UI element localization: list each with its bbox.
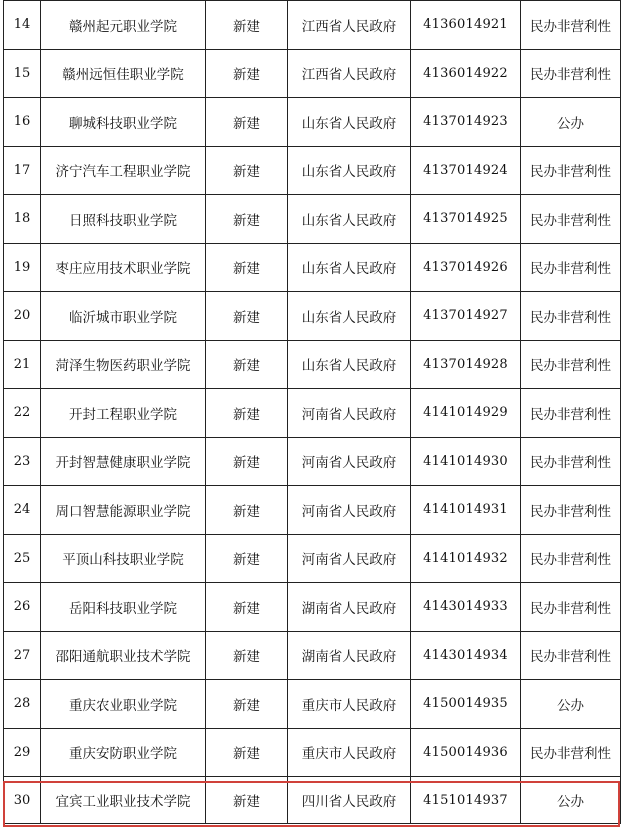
table-row	[4, 486, 621, 535]
institution-code: 4150014935	[411, 680, 521, 729]
institution-code: 4143014933	[411, 583, 521, 632]
authority-name: 重庆市人民政府	[288, 728, 411, 777]
institution-nature: 民办非营利性	[521, 631, 621, 680]
establishment-type: 新建	[206, 583, 288, 632]
institution-nature: 民办非营利性	[521, 583, 621, 632]
institution-table	[3, 0, 621, 824]
authority-name: 江西省人民政府	[288, 49, 411, 98]
authority-name: 山东省人民政府	[288, 243, 411, 292]
authority-name: 山东省人民政府	[288, 146, 411, 195]
establishment-type: 新建	[206, 340, 288, 389]
table-row	[4, 292, 621, 341]
authority-name: 重庆市人民政府	[288, 680, 411, 729]
institution-name: 开封智慧健康职业学院	[41, 437, 206, 486]
table-row	[4, 243, 621, 292]
table-row	[4, 49, 621, 98]
table-row	[4, 777, 621, 824]
institution-nature: 民办非营利性	[521, 195, 621, 244]
establishment-type: 新建	[206, 1, 288, 50]
institution-code: 4137014923	[411, 98, 521, 147]
institution-name: 济宁汽车工程职业学院	[41, 146, 206, 195]
institution-name: 枣庄应用技术职业学院	[41, 243, 206, 292]
institution-nature: 公办	[521, 98, 621, 147]
institution-name: 宜宾工业职业技术学院	[41, 777, 206, 824]
authority-name: 河南省人民政府	[288, 486, 411, 535]
institution-name: 邵阳通航职业技术学院	[41, 631, 206, 680]
establishment-type: 新建	[206, 777, 288, 824]
row-number: 27	[4, 631, 41, 680]
institution-nature: 公办	[521, 777, 621, 824]
table-row	[4, 98, 621, 147]
row-number: 14	[4, 1, 41, 50]
authority-name: 湖南省人民政府	[288, 583, 411, 632]
authority-name: 河南省人民政府	[288, 437, 411, 486]
row-number: 16	[4, 98, 41, 147]
row-number: 20	[4, 292, 41, 341]
establishment-type: 新建	[206, 534, 288, 583]
row-number: 24	[4, 486, 41, 535]
row-number: 17	[4, 146, 41, 195]
institution-nature: 民办非营利性	[521, 292, 621, 341]
table-row	[4, 195, 621, 244]
establishment-type: 新建	[206, 486, 288, 535]
authority-name: 山东省人民政府	[288, 292, 411, 341]
institution-name: 岳阳科技职业学院	[41, 583, 206, 632]
institution-code: 4137014928	[411, 340, 521, 389]
institution-code: 4136014922	[411, 49, 521, 98]
row-number: 28	[4, 680, 41, 729]
authority-name: 山东省人民政府	[288, 340, 411, 389]
table-row	[4, 340, 621, 389]
institution-name: 临沂城市职业学院	[41, 292, 206, 341]
institution-nature: 民办非营利性	[521, 243, 621, 292]
institution-name: 重庆安防职业学院	[41, 728, 206, 777]
authority-name: 江西省人民政府	[288, 1, 411, 50]
establishment-type: 新建	[206, 631, 288, 680]
institution-nature: 民办非营利性	[521, 340, 621, 389]
institution-nature: 民办非营利性	[521, 49, 621, 98]
establishment-type: 新建	[206, 728, 288, 777]
institution-code: 4136014921	[411, 1, 521, 50]
row-number: 25	[4, 534, 41, 583]
authority-name: 湖南省人民政府	[288, 631, 411, 680]
institution-name: 开封工程职业学院	[41, 389, 206, 438]
table-row	[4, 1, 621, 50]
institution-name: 赣州起元职业学院	[41, 1, 206, 50]
authority-name: 山东省人民政府	[288, 195, 411, 244]
row-number: 18	[4, 195, 41, 244]
establishment-type: 新建	[206, 437, 288, 486]
institution-code: 4141014931	[411, 486, 521, 535]
institution-code: 4143014934	[411, 631, 521, 680]
institution-name: 日照科技职业学院	[41, 195, 206, 244]
establishment-type: 新建	[206, 292, 288, 341]
establishment-type: 新建	[206, 680, 288, 729]
institution-nature: 民办非营利性	[521, 437, 621, 486]
row-number: 23	[4, 437, 41, 486]
institution-table-container	[3, 0, 620, 824]
row-number: 15	[4, 49, 41, 98]
row-number: 21	[4, 340, 41, 389]
institution-name: 重庆农业职业学院	[41, 680, 206, 729]
institution-code: 4150014936	[411, 728, 521, 777]
establishment-type: 新建	[206, 195, 288, 244]
institution-code: 4137014927	[411, 292, 521, 341]
institution-nature: 民办非营利性	[521, 486, 621, 535]
authority-name: 河南省人民政府	[288, 389, 411, 438]
establishment-type: 新建	[206, 49, 288, 98]
institution-nature: 民办非营利性	[521, 389, 621, 438]
establishment-type: 新建	[206, 146, 288, 195]
institution-nature: 民办非营利性	[521, 146, 621, 195]
row-number: 30	[4, 777, 41, 824]
institution-nature: 民办非营利性	[521, 1, 621, 50]
establishment-type: 新建	[206, 243, 288, 292]
row-number: 22	[4, 389, 41, 438]
establishment-type: 新建	[206, 98, 288, 147]
table-row	[4, 728, 621, 777]
institution-name: 聊城科技职业学院	[41, 98, 206, 147]
institution-code: 4141014932	[411, 534, 521, 583]
table-row	[4, 534, 621, 583]
table-row	[4, 631, 621, 680]
institution-code: 4137014926	[411, 243, 521, 292]
table-body	[4, 1, 621, 824]
institution-name: 平顶山科技职业学院	[41, 534, 206, 583]
table-row	[4, 583, 621, 632]
authority-name: 河南省人民政府	[288, 534, 411, 583]
institution-name: 周口智慧能源职业学院	[41, 486, 206, 535]
authority-name: 四川省人民政府	[288, 777, 411, 824]
institution-code: 4151014937	[411, 777, 521, 824]
institution-code: 4141014930	[411, 437, 521, 486]
authority-name: 山东省人民政府	[288, 98, 411, 147]
institution-name: 菏泽生物医药职业学院	[41, 340, 206, 389]
establishment-type: 新建	[206, 389, 288, 438]
table-row	[4, 146, 621, 195]
row-number: 19	[4, 243, 41, 292]
institution-code: 4141014929	[411, 389, 521, 438]
institution-name: 赣州远恒佳职业学院	[41, 49, 206, 98]
table-row	[4, 437, 621, 486]
institution-nature: 民办非营利性	[521, 534, 621, 583]
row-number: 29	[4, 728, 41, 777]
table-row	[4, 389, 621, 438]
table-row	[4, 680, 621, 729]
row-number: 26	[4, 583, 41, 632]
institution-nature: 公办	[521, 680, 621, 729]
institution-code: 4137014924	[411, 146, 521, 195]
institution-nature: 民办非营利性	[521, 728, 621, 777]
institution-code: 4137014925	[411, 195, 521, 244]
